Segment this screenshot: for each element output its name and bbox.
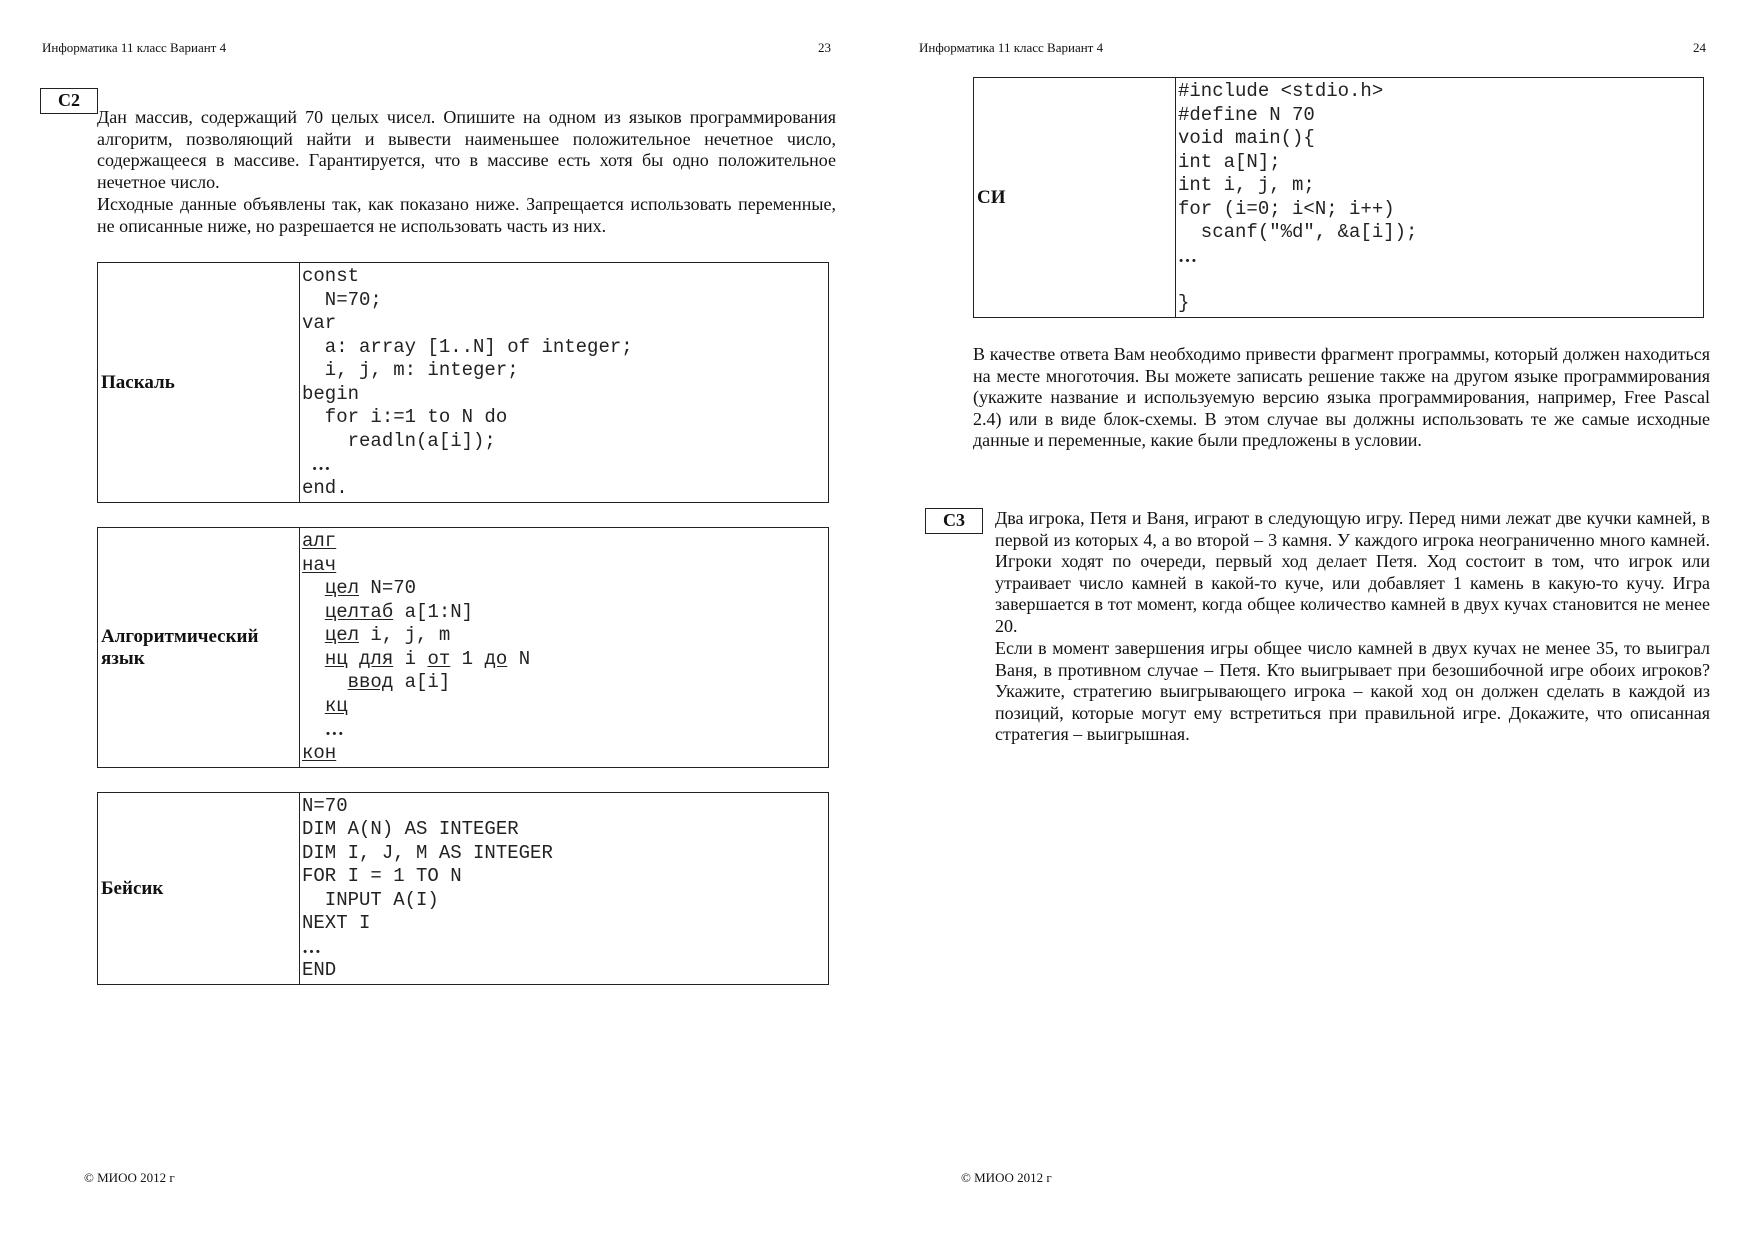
code-line: DIM A(N) AS INTEGER [302, 818, 519, 840]
code-line: N=70 [302, 794, 348, 817]
keyword: алг [302, 530, 337, 552]
page-footer: © МИОО 2012 г [961, 1170, 1052, 1185]
pascal-code [300, 263, 829, 503]
keyword: нач [302, 553, 337, 576]
pascal-table [97, 262, 829, 503]
c-code [1176, 78, 1704, 318]
basic-lang-label: Бейсик [98, 793, 300, 985]
keyword: целтаб [324, 600, 394, 623]
code-text: N=70 [359, 577, 417, 599]
algo-code [300, 528, 829, 768]
code-text: 1 [450, 647, 485, 670]
code-line: end. [302, 476, 348, 499]
c-table [973, 77, 1704, 318]
code-line: int a[N]; [1178, 150, 1281, 173]
page-number: 24 [1693, 40, 1706, 55]
keyword: до [484, 647, 508, 670]
code-line: begin [302, 382, 360, 405]
task-c3-text: Два игрока, Петя и Ваня, играют в следующую игру. Перед ними лежат две кучки камней, в первой из которых 4, а во второй – 3 камня. У каждого игрока неограниченно много камней. Игроки ходят по очереди, первый ход делает Петя. Ход состоит в том, что игрок или утраивает число камней в какой-то куче, или добавляет 1 камень в какую-то кучу. Игра завершается в тот момент, когда общее количество камней в двух кучах становится не менее 20. [995, 508, 1710, 636]
code-line: #include <stdio.h> [1178, 80, 1384, 102]
code-line: for (i=0; i<N; i++) [1178, 197, 1395, 220]
task-label-c2: С2 [40, 88, 98, 114]
code-line: #define N 70 [1178, 103, 1315, 126]
code-text: a[1:N] [393, 600, 474, 623]
algo-table [97, 527, 829, 768]
code-line: END [302, 959, 337, 981]
code-line: NEXT I [302, 912, 371, 934]
pascal-lang-label: Паскаль [98, 263, 300, 503]
code-ellipsis: … [302, 936, 321, 958]
code-line: INPUT A(I) [302, 888, 439, 911]
code-line [1176, 268, 1703, 292]
code-line: } [1178, 291, 1190, 314]
code-text: a[i] [393, 671, 451, 693]
keyword: цел [324, 577, 360, 599]
code-ellipsis: … [1178, 245, 1197, 267]
basic-code [300, 793, 829, 985]
code-line: var [302, 312, 337, 334]
keyword: для [359, 647, 394, 670]
task-c3-condition: Если в момент завершения игры общее число камней в двух кучах не менее 35, то выиграл Ваня, в противном случае – Петя. Кто выигрывает при безошибочной игре обоих игроков? Укажите, стратегию выигрывающего игрока – какой ход он должен сделать в каждой из позиций, которые могут ему встретиться при правильной игре. Докажите, что описанная стратегия – выигрышная. [995, 638, 1710, 744]
code-line: scanf("%d", &a[i]); [1178, 221, 1418, 243]
keyword: кц [324, 694, 348, 717]
code-ellipsis: … [302, 454, 331, 475]
code-line: void main(){ [1178, 127, 1315, 149]
keyword: нц [324, 647, 348, 670]
code-text: N [507, 647, 531, 670]
code-line: for i:=1 to N do [302, 406, 508, 428]
page-header: Информатика 11 класс Вариант 4 [42, 40, 227, 55]
task-c2-data-note: Исходные данные объявлены так, как показано ниже. Запрещается использовать переменные, не описанные ниже, но разрешается не использовать часть из них. [97, 194, 836, 236]
keyword: кон [302, 741, 337, 764]
code-line: int i, j, m; [1178, 174, 1315, 196]
code-line: i, j, m: integer; [302, 359, 519, 381]
code-line: N=70; [302, 288, 382, 311]
page-right [877, 0, 1754, 1239]
code-text: i [393, 647, 428, 670]
code-line: readln(a[i]); [302, 429, 496, 452]
code-line: const [302, 265, 360, 287]
answer-note: В качестве ответа Вам необходимо привести фрагмент программы, который должен находиться на месте многоточия. Вы можете записать решение также на другом языке программирования (укажите название и используемую версию языка программирования, например, Free Pascal 2.4) или в виде блок-схемы. В этом случае вы должны использовать те же самые исходные данные и переменные, какие были предложены в условии. [973, 344, 1710, 450]
task-c2-text: Дан массив, содержащий 70 целых чисел. Опишите на одном из языков программирования алгоритм, позволяющий найти и вывести наименьшее положительное нечетное число, содержащееся в массиве. Гарантируется, что в массиве есть хотя бы одно положительное нечетное число. [97, 107, 836, 192]
page-header: Информатика 11 класс Вариант 4 [919, 40, 1104, 55]
keyword: от [427, 647, 451, 670]
code-ellipsis: … [324, 719, 344, 740]
task-label-c3: С3 [925, 508, 983, 534]
keyword: ввод [347, 671, 394, 693]
code-line: DIM I, J, M AS INTEGER [302, 841, 553, 864]
basic-table [97, 792, 829, 985]
c-lang-label: СИ [974, 78, 1176, 318]
code-line: a: array [1..N] of integer; [302, 335, 633, 358]
keyword: цел [324, 624, 360, 646]
algo-lang-label: Алгоритмический язык [98, 528, 300, 768]
code-line: FOR I = 1 TO N [302, 865, 462, 887]
page-number: 23 [818, 40, 831, 55]
code-text: i, j, m [359, 624, 451, 646]
page-footer: © МИОО 2012 г [84, 1170, 175, 1185]
